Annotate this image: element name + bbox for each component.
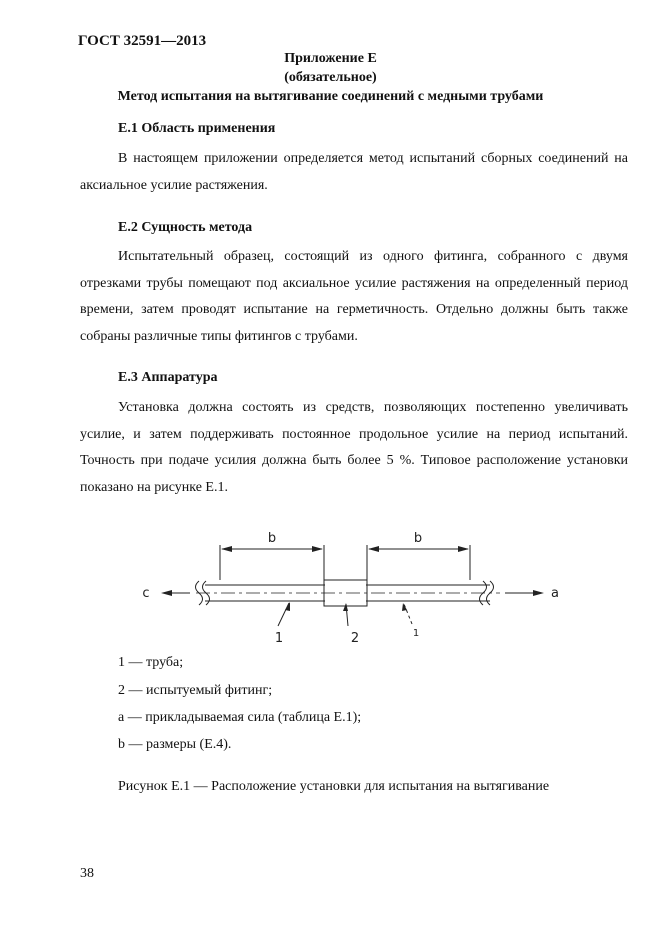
section-e2-text: Испытательный образец, состоящий из одного фитинга, собранного с двумя отрезками трубы помещают под аксиальное усилие растяжения на определенный период времени, затем проводят испытание на герметичность. Отдельно должны быть также собраны различные типы фитингов с трубами. [80,249,628,344]
appendix-title: Приложение Е [284,51,377,66]
legend-item-dimensions: b — размеры (Е.4). [118,737,232,752]
leader-arrow-icon [343,603,348,611]
leader-arrow-icon [402,603,407,611]
callout-label-fitting: 2 [350,631,360,646]
callout-label-pipe: 1 [274,631,284,646]
force-arrow-left-icon [161,590,172,596]
force-label-left: c [142,586,150,601]
dimension-arrow [221,546,232,552]
page-number: 38 [80,866,94,881]
callout-label-pipe-right: 1 [412,628,420,639]
dimension-label-left: b [267,531,277,546]
leader-arrow-icon [285,602,290,611]
section-heading-e2: Е.2 Сущность метода [118,220,253,235]
dimension-label-right: b [413,531,423,546]
force-label-right: a [551,586,559,601]
dimension-arrow [458,546,469,552]
appendix-status: (обязательное) [284,70,377,85]
section-e3-text: Установка должна состоять из средств, позволяющих постепенно увеличивать усилие, и затем поддерживать постоянное продольное усилие на период испытаний. Точность при подаче усилия должна быть более 5 %. Типовое расположение установки показано на рисунке Е.1. [80,400,628,495]
legend-item-fitting: 2 — испытуемый фитинг; [118,683,273,698]
standard-number: ГОСТ 32591—2013 [78,33,207,49]
figure-caption: Рисунок Е.1 — Расположение установки для испытания на вытягивание [118,779,550,794]
force-arrow-right-icon [533,590,544,596]
appendix-subtitle: Метод испытания на вытягивание соединений с медными трубами [117,89,544,104]
section-e1-text: В настоящем приложении определяется метод испытаний сборных соединений на аксиальное усилие растяжения. [80,151,628,193]
section-heading-e3: Е.3 Аппаратура [118,370,218,385]
dimension-arrow [312,546,323,552]
legend-item-pipe: 1 — труба; [118,655,184,670]
legend-item-force: а — прикладываемая сила (таблица Е.1); [118,710,362,725]
section-heading-e1: Е.1 Область применения [118,121,276,136]
dimension-arrow [368,546,379,552]
